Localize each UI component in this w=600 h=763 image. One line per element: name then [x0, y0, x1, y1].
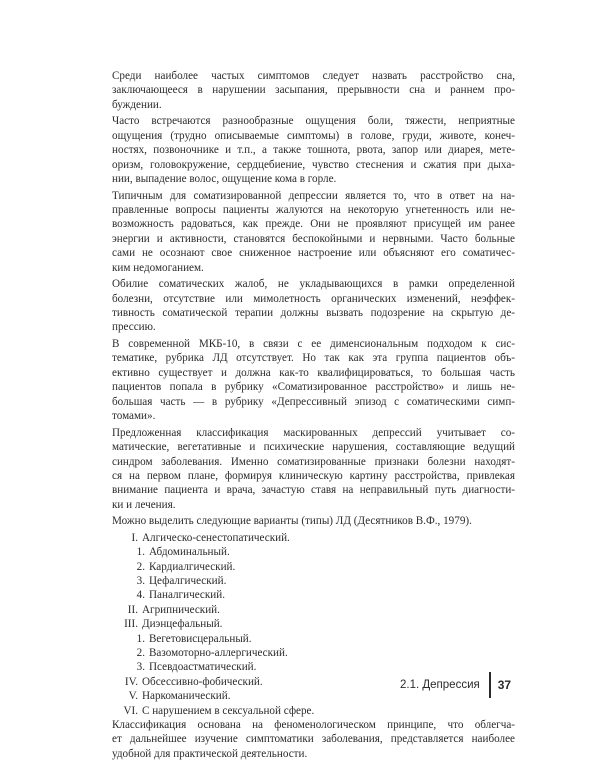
text-line: внимание пациента и врача, зачастую ставя на неправильный путь диагности- [112, 484, 515, 497]
list-item-number: VI. [123, 704, 138, 717]
text-line: правленные вопросы пациенты жалуются на некоторую угнетенность или не- [112, 204, 515, 217]
text-line: сами не осознают свое сниженное настроение или объясняют его соматичес- [112, 247, 515, 260]
text-line: В современной МКБ-10, в связи с ее дименсиональным подходом к сис- [112, 338, 515, 351]
text-line: энергии и активности, становятся беспокойными и нервными. Часто больные [112, 232, 515, 245]
text-line: Среди наиболее частых симптомов следует назвать расстройство сна, [112, 70, 515, 82]
list-item-subtype [95, 588, 515, 602]
text-line: ки и лечения. [112, 498, 176, 511]
list-item-number: 2. [136, 560, 145, 573]
list-item-text: Вазомоторно-аллергический. [149, 647, 288, 660]
text-line: ощущения (трудно описываемые симптомы) в голове, груди, животе, конеч- [112, 129, 515, 142]
paragraph [95, 114, 515, 186]
text-line: ективно существует и должна как-то квалифицироваться, то большая часть [112, 366, 515, 379]
text-line: нии, выпадение волос, ощущение кома в горле. [112, 173, 337, 186]
list-item-number: II. [127, 603, 138, 616]
paragraph [95, 426, 515, 512]
list-item-text: Цефалгический. [149, 575, 227, 588]
text-line: матические, вегетативные и психические нарушения, составляющие ведущий [112, 441, 515, 454]
list-item-text: Наркоманический. [142, 690, 231, 703]
list-item-text: С нарушением в сексуальной сфере. [142, 704, 315, 717]
list-item-number: 3. [136, 575, 145, 588]
list-item-text: Абдоминальный. [149, 546, 230, 559]
list-item-text: Кардиалгический. [149, 560, 236, 573]
text-line: Обилие соматических жалоб, не укладывающихся в рамки определенной [112, 278, 515, 291]
text-line: возможность радоваться, как прежде. Они не проявляют присущей им ранее [112, 218, 515, 231]
paragraph [95, 69, 515, 112]
text-line: Часто встречаются разнообразные ощущения боли, тяжести, неприятные [112, 115, 515, 128]
page-body [95, 69, 515, 763]
text-line: прессию. [112, 321, 156, 334]
list-item-number: 1. [136, 632, 145, 645]
list-item-number: 3. [136, 661, 145, 674]
paragraph [95, 277, 515, 335]
list-item-number: I. [131, 531, 138, 544]
list-item-number: III. [124, 618, 138, 631]
text-line: томами». [112, 410, 156, 423]
list-item-subtype [95, 632, 515, 646]
footer-divider [489, 672, 491, 698]
list-item-number: 2. [136, 647, 145, 660]
paragraph [95, 514, 515, 528]
list-item-subtype [95, 545, 515, 559]
text-line: Можно выделить следующие варианты (типы) ЛД (Десятников В.Ф., 1979). [112, 515, 472, 528]
page-number: 37 [497, 678, 512, 692]
text-line: Предложенная классификация маскированных депрессий учитывает со- [112, 426, 515, 439]
text-line: Классификация основана на феноменологическом принципе, что облегча- [112, 718, 515, 731]
list-item-type [95, 617, 515, 631]
text-line: ким недомоганием. [112, 261, 204, 274]
list-item-number: V. [128, 690, 138, 703]
text-line: оризм, головокружение, сердцебиение, чувство стеснения и сжатия при дыха- [112, 158, 515, 171]
list-item-text: Псевдоастматический. [149, 661, 257, 674]
page-footer [400, 672, 511, 698]
text-line: заключающееся в нарушении засыпания, прерывности сна и раннем про- [112, 84, 515, 97]
list-item-text: Агрипнический. [142, 603, 220, 616]
list-item-number: IV. [124, 675, 138, 688]
list-item-number: 1. [136, 546, 145, 559]
list-item-subtype [95, 560, 515, 574]
text-line: удобной для практической деятельности. [112, 747, 308, 760]
list-item-number: 4. [136, 589, 145, 602]
list-item-text: Алгическо-сенестопатический. [142, 531, 290, 544]
list-item-type [95, 603, 515, 617]
text-line: болезни, отсутствие или мимолетность органических изменений, неэффек- [112, 292, 515, 305]
list-item-type [95, 531, 515, 545]
text-line: буждении. [112, 98, 162, 111]
text-line: пациентов попала в рубрику «Соматизированное расстройство» и лишь не- [112, 381, 515, 394]
text-line: ет дальнейшее изучение симптоматики заболевания, представляется наиболее [112, 733, 515, 746]
text-line: тивность соматической терапии должны вызвать подозрение на скрытую де- [112, 307, 515, 320]
text-line: ностях, позвоночнике и т.п., а также тошнота, рвота, запор или диарея, мете- [112, 144, 515, 157]
paragraph [95, 189, 515, 275]
running-footer-section: 2.1. Депрессия [400, 679, 480, 691]
text-line: большая часть — в рубрику «Депрессивный эпизод с соматическими симп- [112, 395, 515, 408]
list-item-type [95, 704, 515, 718]
closing-paragraph [95, 718, 515, 761]
text-line: тематике, рубрика ЛД отсутствует. Но так как эта группа пациентов объ- [112, 352, 515, 365]
list-item-text: Обсессивно-фобический. [142, 675, 263, 688]
list-item-text: Диэнцефальный. [142, 618, 223, 631]
body-paragraphs [95, 69, 515, 529]
text-line: Типичным для соматизированной депрессии является то, что в ответ на на- [112, 189, 515, 202]
text-line: ся на первом плане, формируя клиническую картину расстройства, привлекая [112, 469, 515, 482]
list-item-text: Паналгический. [149, 589, 225, 602]
list-item-text: Вегетовисцеральный. [149, 632, 252, 645]
text-line: синдром заболевания. Именно соматизированные признаки болезни находят- [112, 455, 515, 468]
paragraph [95, 718, 515, 761]
paragraph [95, 337, 515, 423]
list-item-subtype [95, 646, 515, 660]
list-item-subtype [95, 574, 515, 588]
